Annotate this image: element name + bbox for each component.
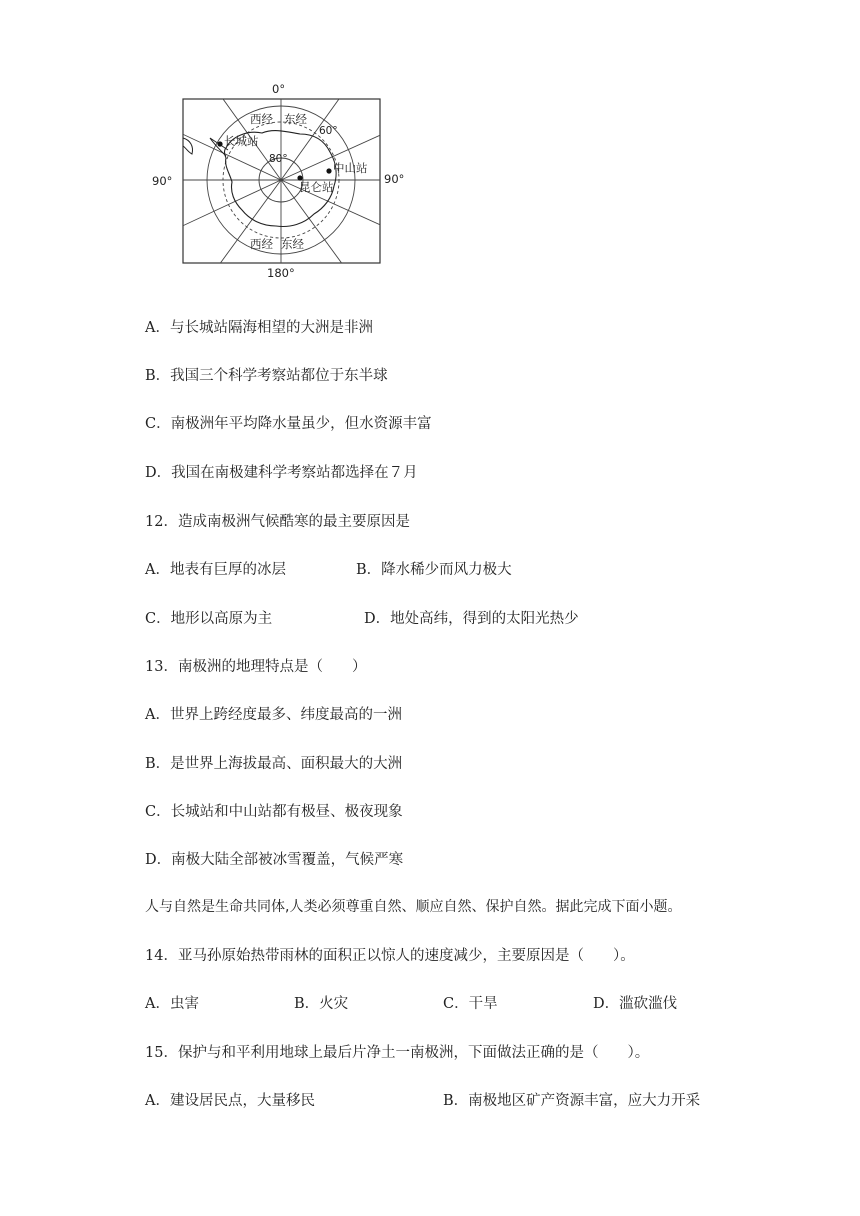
q12-stem: 12．造成南极洲气候酷寒的最主要原因是 bbox=[145, 514, 410, 530]
section-intro: 人与自然是生命共同体,人类必须尊重自然、顺应自然、保护自然。据此完成下面小题。 bbox=[145, 899, 682, 915]
zhongshan-station-dot bbox=[326, 168, 331, 173]
label-great-wall-station: 长城站 bbox=[224, 134, 259, 148]
label-west-bottom: 西经 bbox=[250, 237, 273, 251]
antarctica-map bbox=[148, 78, 418, 280]
label-west-top: 西经 bbox=[250, 112, 273, 126]
q11-option-d: D．我国在南极建科学考察站都选择在７月 bbox=[145, 465, 418, 481]
q13-stem: 13．南极洲的地理特点是（ ） bbox=[145, 659, 367, 675]
label-kunlun-station: 昆仑站 bbox=[299, 180, 334, 194]
label-90deg-west: 90° bbox=[152, 174, 173, 188]
q11-option-a: A．与长城站隔海相望的大洲是非洲 bbox=[145, 320, 373, 336]
q12-option-d: D．地处高纬，得到的太阳光热少 bbox=[364, 611, 579, 627]
great-wall-station-dot bbox=[217, 141, 222, 146]
q14-option-a: A．虫害 bbox=[145, 996, 199, 1012]
q13-option-c: C．长城站和中山站都有极昼、极夜现象 bbox=[145, 804, 403, 820]
q13-option-d: D．南极大陆全部被冰雪覆盖，气候严寒 bbox=[145, 852, 404, 868]
label-east-bottom: 东经 bbox=[281, 237, 304, 251]
q15-stem: 15．保护与和平利用地球上最后片净土一南极洲，下面做法正确的是（ ）。 bbox=[145, 1045, 650, 1061]
q14-option-d: D．滥砍滥伐 bbox=[593, 996, 678, 1012]
q11-option-b: B．我国三个科学考察站都位于东半球 bbox=[145, 368, 388, 384]
q15-option-a: A．建设居民点，大量移民 bbox=[145, 1093, 315, 1109]
q14-stem: 14．亚马孙原始热带雨林的面积正以惊人的速度减少，主要原因是（ ）。 bbox=[145, 948, 635, 964]
q12-option-a: A．地表有巨厚的冰层 bbox=[145, 562, 286, 578]
label-90deg-east: 90° bbox=[384, 172, 405, 186]
q12-option-c: C．地形以高原为主 bbox=[145, 611, 273, 627]
q14-option-c: C．干旱 bbox=[443, 996, 498, 1012]
q14-option-b: B．火灾 bbox=[294, 996, 349, 1012]
label-180deg: 180° bbox=[267, 266, 295, 280]
q15-option-b: B．南极地区矿产资源丰富，应大力开采 bbox=[443, 1093, 701, 1109]
q11-option-c: C．南极洲年平均降水量虽少，但水资源丰富 bbox=[145, 416, 432, 432]
q13-option-a: A．世界上跨经度最多、纬度最高的一洲 bbox=[145, 707, 402, 723]
label-60deg: 60° bbox=[319, 125, 338, 137]
q12-option-b: B．降水稀少而风力极大 bbox=[356, 562, 512, 578]
label-zhongshan-station: 中山站 bbox=[333, 161, 368, 175]
q13-option-b: B．是世界上海拔最高、面积最大的大洲 bbox=[145, 756, 403, 772]
label-80deg: 80° bbox=[269, 153, 288, 165]
label-0deg: 0° bbox=[272, 82, 286, 96]
label-east-top: 东经 bbox=[284, 112, 307, 126]
